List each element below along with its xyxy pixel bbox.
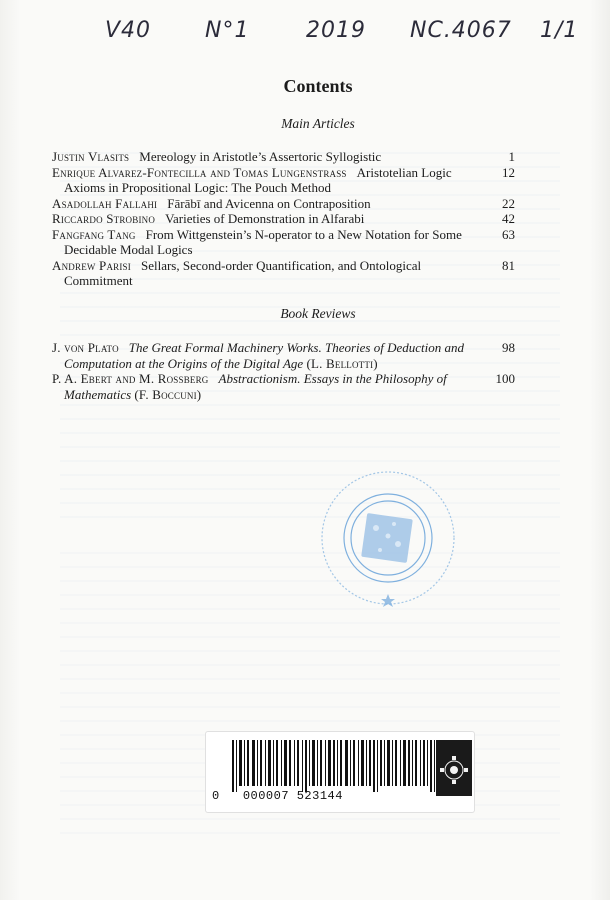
library-stamp-icon [318, 466, 458, 618]
entry-title: Sellars, Second-order Quantification, and Ontological Commitment [64, 257, 422, 288]
entry-title: From Wittgenstein’s N-operator to a New Notation for Some Decidable Modal Logics [64, 226, 462, 257]
toc-entry[interactable] [52, 258, 518, 289]
handwritten-shelf-note [0, 18, 610, 58]
handwritten-accession: NC.4067 [410, 18, 512, 43]
entry-page: 63 [502, 226, 515, 242]
review-reviewer: (F. Boccuni) [134, 386, 202, 402]
review-page: 100 [495, 371, 515, 386]
toc-entry[interactable] [52, 227, 518, 258]
handwritten-volume: V40 [105, 18, 152, 43]
entry-author: Fangfang Tang [52, 226, 136, 242]
entry-page: 42 [502, 211, 515, 226]
main-articles-list [52, 149, 518, 289]
review-title: The Great Formal Machinery Works. Theories of Deduction and Computation at the Origins of the Digital Age [64, 340, 464, 371]
entry-author: Andrew Parisi [52, 257, 131, 273]
review-author: P. A. Ebert and M. Rossberg [52, 371, 209, 386]
entry-author: Asadollah Fallahi [52, 195, 158, 211]
entry-page: 1 [508, 149, 515, 164]
entry-page: 81 [502, 257, 515, 273]
review-title: Abstractionism. Essays in the Philosophy of Mathematics [64, 371, 447, 402]
barcode-digits-text: 000007 523144 [242, 789, 343, 803]
entry-author: Justin Vlasits [52, 149, 130, 164]
book-reviews-heading: Book Reviews [280, 306, 356, 321]
entry-author: Enrique Alvarez-Fontecilla and Tomas Lungenstrass [52, 164, 347, 180]
toc-entry[interactable] [52, 165, 518, 196]
toc-entry[interactable] [52, 149, 518, 165]
entry-title: Varieties of Demonstration in Alfarabi [165, 211, 365, 226]
entry-page: 22 [502, 195, 515, 211]
handwritten-number: N°1 [205, 18, 250, 43]
page-title: Contents [283, 76, 353, 96]
review-author: J. von Plato [52, 340, 119, 355]
main-articles-heading: Main Articles [281, 116, 355, 131]
entry-author: Riccardo Strobino [52, 211, 156, 226]
handwritten-extra: 1/1 [540, 18, 579, 43]
handwritten-year: 2019 [306, 18, 366, 43]
review-entry[interactable] [52, 371, 518, 402]
book-reviews-list [52, 340, 518, 402]
review-page: 98 [502, 340, 515, 355]
entry-title: Mereology in Aristotle’s Assertoric Syllogistic [139, 149, 382, 164]
entry-title: Aristotelian Logic Axioms in Propositional Logic: The Pouch Method [64, 164, 452, 195]
barcode-number [212, 789, 343, 803]
toc-entry[interactable] [52, 211, 518, 227]
barcode-leading-digit: 0 [212, 789, 220, 803]
toc-entry[interactable] [52, 196, 518, 212]
review-entry[interactable] [52, 340, 518, 371]
entry-page: 12 [502, 164, 515, 180]
review-reviewer: (L. Bellotti) [306, 355, 378, 371]
entry-title: Fārābī and Avicenna on Contraposition [167, 195, 371, 211]
